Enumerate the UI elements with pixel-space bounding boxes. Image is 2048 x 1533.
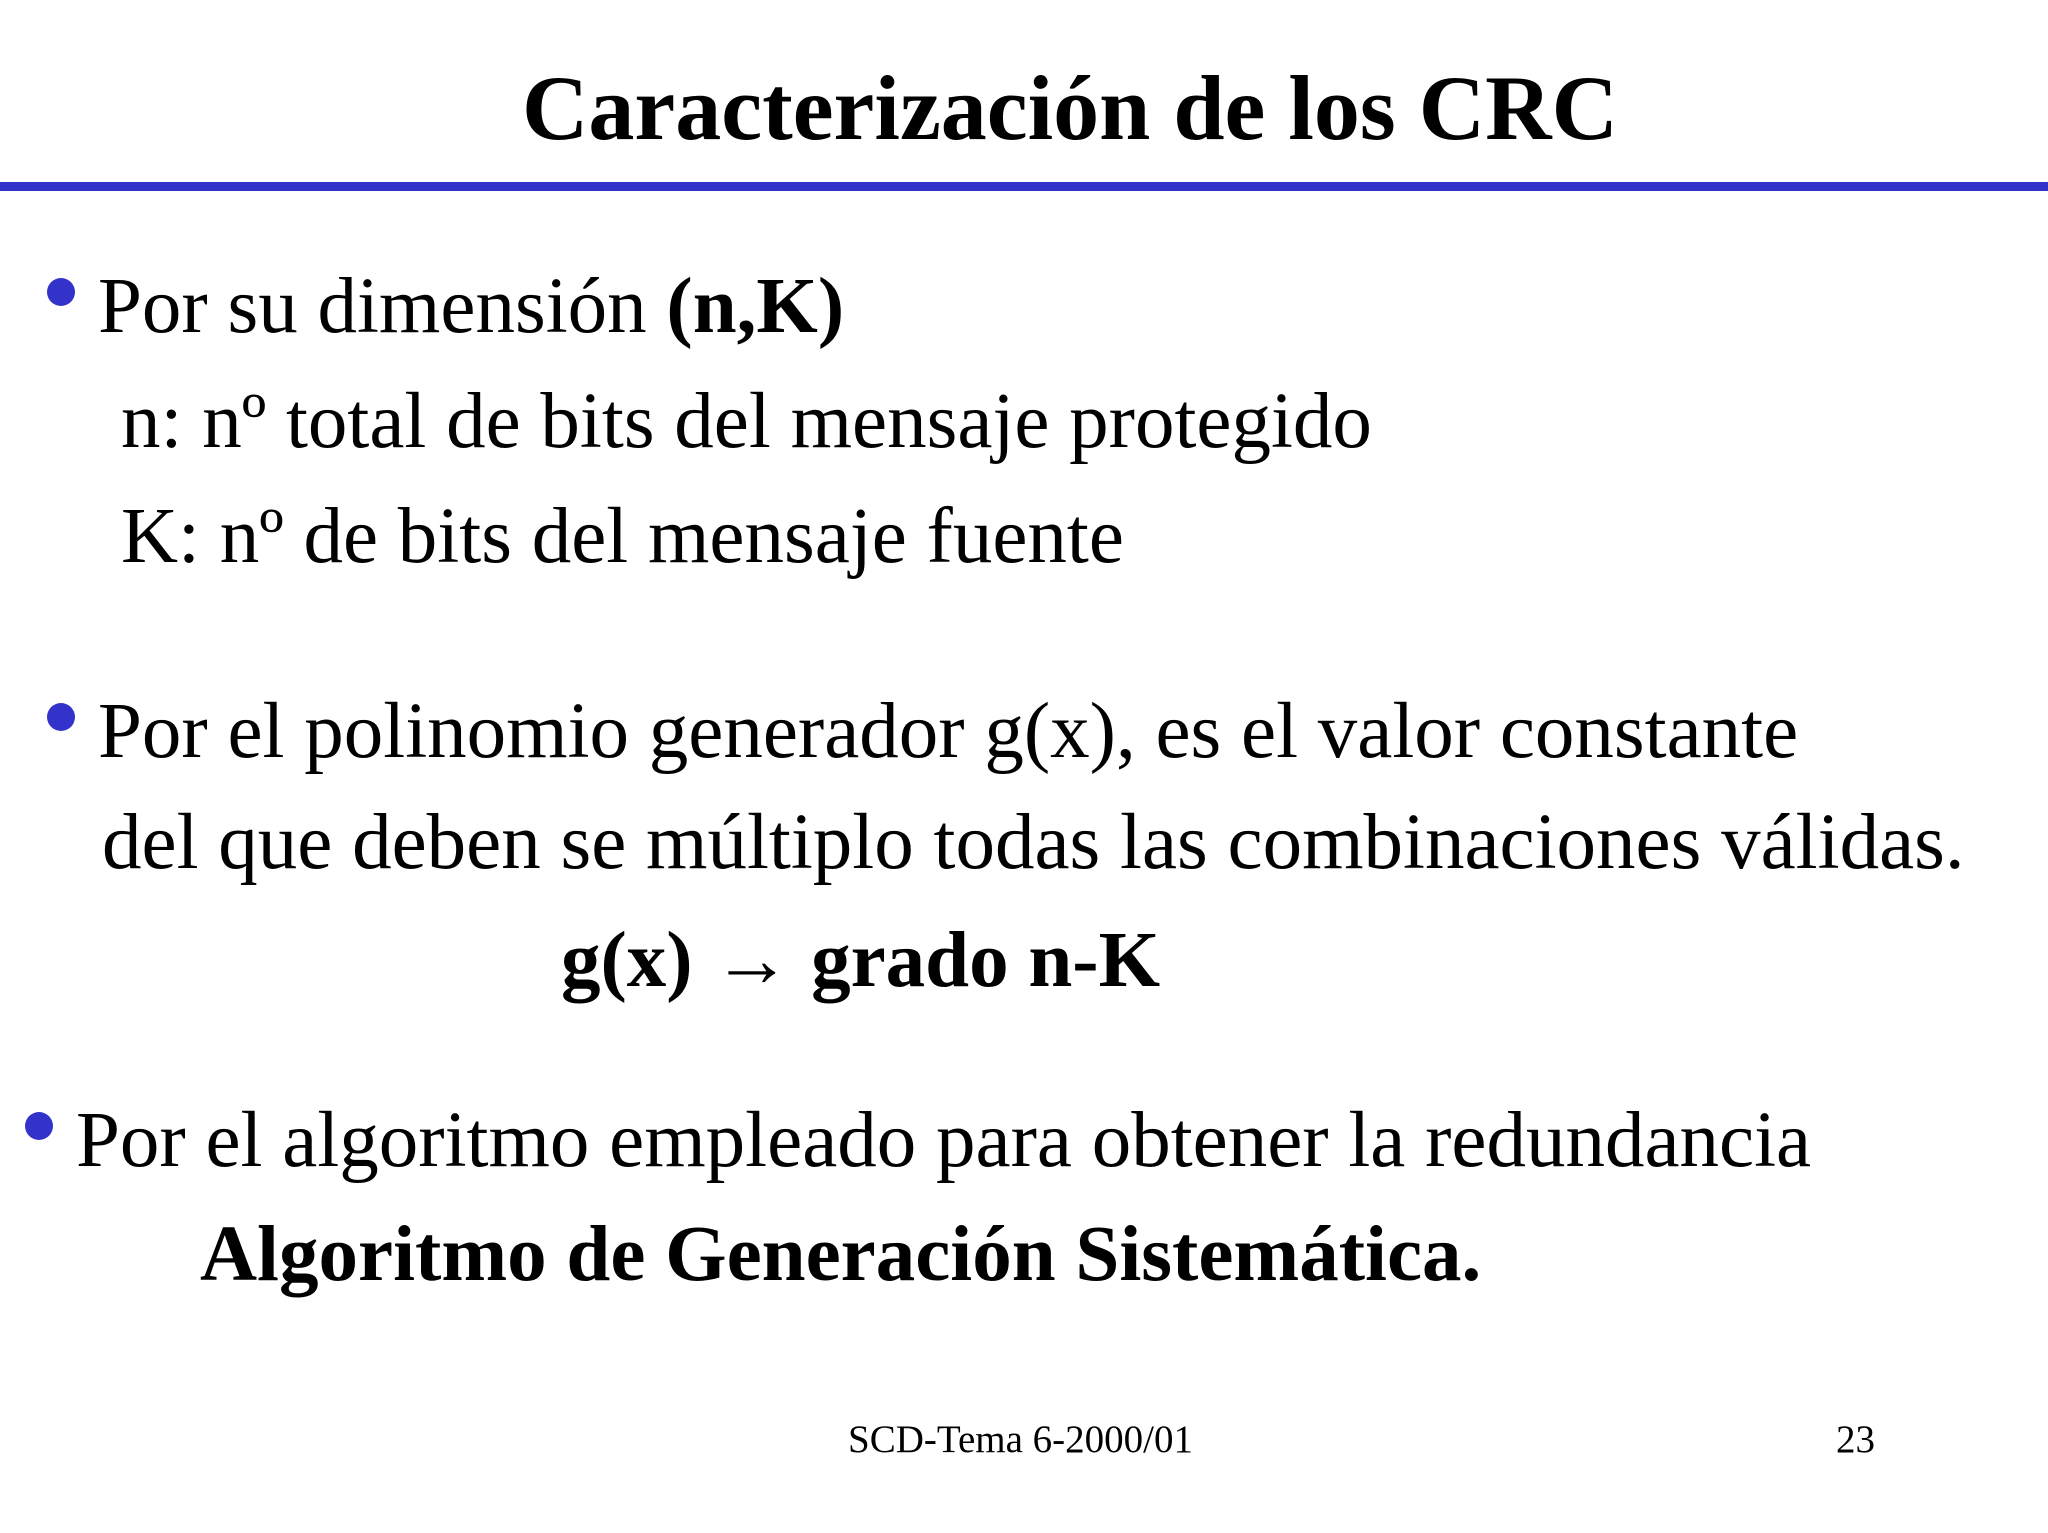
bullet-1-dimension: (n,K) — [666, 263, 845, 350]
bullet-2-formula: g(x) → grado n-K — [561, 917, 1161, 1004]
bullet-1-detail-n: n: nº total de bits del mensaje protegido — [121, 378, 1372, 465]
bullet-1-detail-k: K: nº de bits del mensaje fuente — [121, 493, 1124, 580]
bullet-marker-1 — [47, 278, 75, 306]
bullet-1-lead: Por su dimensión — [98, 263, 667, 350]
bullet-marker-2 — [47, 703, 75, 731]
bullet-3-lead: Por el algoritmo empleado para obtener la redundancia — [76, 1097, 1812, 1184]
footer-course: SCD-Tema 6-2000/01 — [848, 1418, 1193, 1461]
slide-number: 23 — [1836, 1418, 1875, 1461]
slide-title: Caracterización de los CRC — [521, 57, 1619, 159]
bullet-2-continuation: del que deben se múltiplo todas las combinaciones válidas. — [102, 799, 1965, 886]
bullet-2-lead: Por el polinomio generador g(x), es el valor constante — [98, 688, 1799, 775]
bullet-1-text — [98, 263, 845, 350]
bullet-3-emphasis: Algoritmo de Generación Sistemática. — [200, 1211, 1482, 1298]
bullet-marker-3 — [25, 1112, 53, 1140]
title-divider — [0, 182, 2048, 191]
